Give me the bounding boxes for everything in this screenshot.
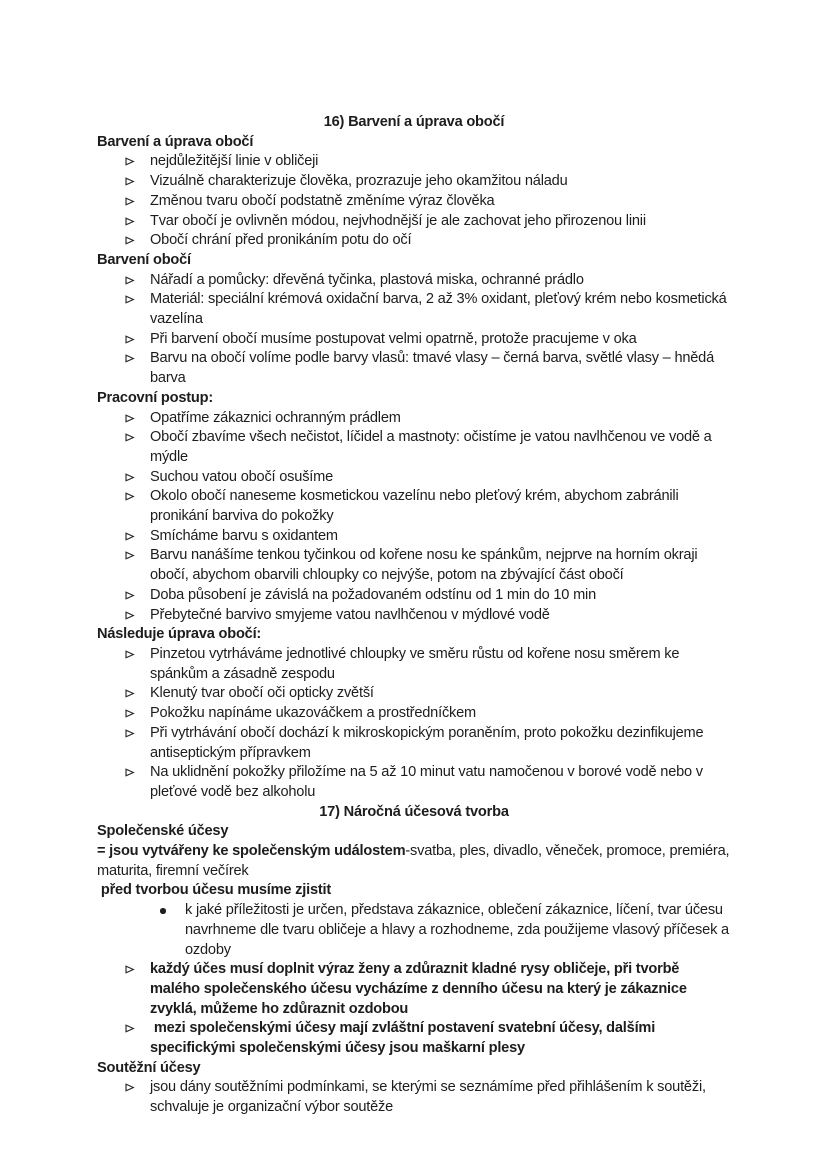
list-item-text: Barvu nanášíme tenkou tyčinkou od kořene nosu ke spánkům, nejprve na horním okraji obočí, abychom obarvili chloupky co nejvýše, potom na zbývající část obočí: [150, 547, 702, 584]
list-item: [97, 172, 731, 192]
definition-paragraph: [97, 842, 734, 881]
list-item-text: Vizuálně charakterizuje člověka, prozrazuje jeho okamžitou náladu: [150, 173, 568, 190]
list-item-text: Materiál: speciální krémová oxidační barva, 2 až 3% oxidant, pleťový krém nebo kosmetická vazelína: [150, 291, 731, 328]
list-item: [97, 409, 731, 429]
list-item-text: Smícháme barvu s oxidantem: [150, 527, 338, 544]
arrow-bullet-icon: [124, 1023, 135, 1034]
dot-bullet-icon: [160, 908, 166, 914]
list-item: [97, 546, 731, 585]
arrow-bullet-icon: [124, 216, 135, 227]
definition-bold-text: = jsou vytvářeny ke společenským událostem: [97, 843, 406, 860]
section-title-17: 17) Náročná účesová tvorba: [319, 803, 509, 820]
arrow-bullet-icon: [124, 708, 135, 719]
list-item-text: Klenutý tvar obočí oči opticky zvětší: [150, 685, 374, 702]
list-item: [97, 527, 731, 547]
list-item-text: Opatříme zákaznici ochranným prádlem: [150, 409, 401, 426]
arrow-bullet-icon: [124, 767, 135, 778]
heading-nasleduje-uprava-oboci: Následuje úprava obočí:: [97, 626, 262, 643]
list-item-text: Suchou vatou obočí osušíme: [150, 468, 334, 485]
arrow-bullet-icon: [124, 590, 135, 601]
list-item-text: Nářadí a pomůcky: dřevěná tyčinka, plastová miska, ochranné prádlo: [150, 271, 584, 288]
arrow-bullet-icon: [124, 432, 135, 443]
heading-soutezni-ucesy: Soutěžní účesy: [97, 1059, 201, 1076]
arrow-bullet-icon: [124, 964, 135, 975]
list-item-text: Pokožku napínáme ukazováčkem a prostředníčkem: [150, 705, 477, 722]
arrow-bullet-icon: [124, 413, 135, 424]
list-item-text: Obočí zbavíme všech nečistot, líčidel a mastnoty: očistíme je vatou navlhčenou ve vodě a mýdle: [150, 429, 716, 465]
arrow-bullet-icon: [124, 531, 135, 542]
list-item: [97, 645, 731, 684]
list-item: [97, 487, 731, 526]
list-item-text: Barvu na obočí volíme podle barvy vlasů: tmavé vlasy – černá barva, světlé vlasy – hnědá barva: [150, 350, 718, 387]
list-item: [97, 763, 731, 802]
heading-barveni-a-uprava-oboci: Barvení a úprava obočí: [97, 133, 254, 150]
list-item-text: Okolo obočí naneseme kosmetickou vazelínu nebo pleťový krém, abychom zabránili pronikání barviva do pokožky: [150, 488, 683, 525]
list-item-text: Pinzetou vytrháváme jednotlivé chloupky ve směru růstu od kořene nosu směrem ke spánkům a zásadně zespodu: [150, 645, 684, 682]
list-item: [97, 271, 731, 291]
arrow-bullet-icon: [124, 688, 135, 699]
heading-pracovni-postup: Pracovní postup:: [97, 389, 213, 406]
heading-pred-tvorbou-ucesu: před tvorbou účesu musíme zjistit: [97, 882, 332, 899]
document-content: [97, 113, 734, 1118]
list-item: [97, 212, 731, 232]
list-item: [97, 724, 731, 763]
list-item-text: nejdůležitější linie v obličeji: [150, 153, 319, 170]
arrow-bullet-icon: [124, 353, 135, 364]
list-item: [97, 1078, 731, 1117]
list-item: [97, 684, 731, 704]
arrow-bullet-icon: [124, 550, 135, 561]
heading-barveni-oboci: Barvení obočí: [97, 251, 191, 268]
arrow-bullet-icon: [124, 649, 135, 660]
arrow-bullet-icon: [124, 610, 135, 621]
list-item: [97, 349, 731, 388]
list-item: [97, 152, 731, 172]
list-item: [97, 901, 731, 960]
section-title-16: 16) Barvení a úprava obočí: [323, 114, 505, 130]
arrow-bullet-icon: [124, 728, 135, 739]
definition-regular-text: -svatba, ples, divadlo, věneček, promoce, premiéra, maturita, firemní večírek: [97, 843, 734, 879]
list-item-text: každý účes musí doplnit výraz ženy a zdůraznit kladné rysy obličeje, při tvorbě malého společenského účesu vycházíme z denního účesu na který je zákaznice zvyklá, můžeme ho zdůraznit ozdobou: [150, 961, 691, 1017]
list-item: [97, 330, 731, 350]
list-item-text: Na uklidnění pokožky přiložíme na 5 až 10 minut vatu namočenou v borové vodě nebo v pleťové vodě bez alkoholu: [150, 764, 707, 800]
arrow-bullet-icon: [124, 294, 135, 305]
list-item-text: Obočí chrání před pronikáním potu do očí: [150, 232, 412, 249]
list-item-text: Tvar obočí je ovlivněn módou, nejvhodnější je ale zachovat jeho přirozenou linii: [150, 212, 646, 229]
list-item: [97, 428, 731, 467]
arrow-bullet-icon: [124, 472, 135, 483]
list-item-text: Při barvení obočí musíme postupovat velmi opatrně, protože pracujeme v oka: [150, 330, 637, 347]
arrow-bullet-icon: [124, 1082, 135, 1093]
arrow-bullet-icon: [124, 334, 135, 345]
list-item-text: Doba působení je závislá na požadovaném odstínu od 1 min do 10 min: [150, 586, 596, 603]
list-item-text: jsou dány soutěžními podmínkami, se kterými se seznámíme před přihlášením k soutěži, schvaluje je organizační výbor soutěže: [150, 1079, 710, 1116]
arrow-bullet-icon: [124, 235, 135, 246]
heading-spolecenske-ucesy: Společenské účesy: [97, 823, 229, 840]
list-item: [97, 606, 731, 626]
list-item-text: mezi společenskými účesy mají zvláštní postavení svatební účesy, dalšími specifickými společenskými účesy jsou maškarní plesy: [150, 1020, 659, 1057]
list-item-text: Přebytečné barvivo smyjeme vatou navlhčenou v mýdlové vodě: [150, 606, 550, 623]
list-item-text: Změnou tvaru obočí podstatně změníme výraz člověka: [150, 192, 495, 209]
list-item-text: k jaké příležitosti je určen, představa zákaznice, oblečení zákaznice, líčení, tvar účesu navrhneme dle tvaru obličeje a hlavy a rozhodneme, zda použijeme vlasový příčesek a ozdoby: [185, 902, 733, 958]
arrow-bullet-icon: [124, 491, 135, 502]
arrow-bullet-icon: [124, 156, 135, 167]
list-item-text: Při vytrhávání obočí dochází k mikroskopickým poraněním, proto pokožku dezinfikujeme antiseptickým přípravkem: [150, 724, 708, 761]
list-item: [97, 704, 731, 724]
arrow-bullet-icon: [124, 196, 135, 207]
list-item: [97, 231, 731, 251]
list-item: [97, 290, 731, 329]
list-item: [97, 586, 731, 606]
list-item: [97, 960, 731, 1019]
list-item: [97, 192, 731, 212]
arrow-bullet-icon: [124, 275, 135, 286]
list-item: [97, 468, 731, 488]
arrow-bullet-icon: [124, 176, 135, 187]
list-item: [97, 1019, 731, 1058]
